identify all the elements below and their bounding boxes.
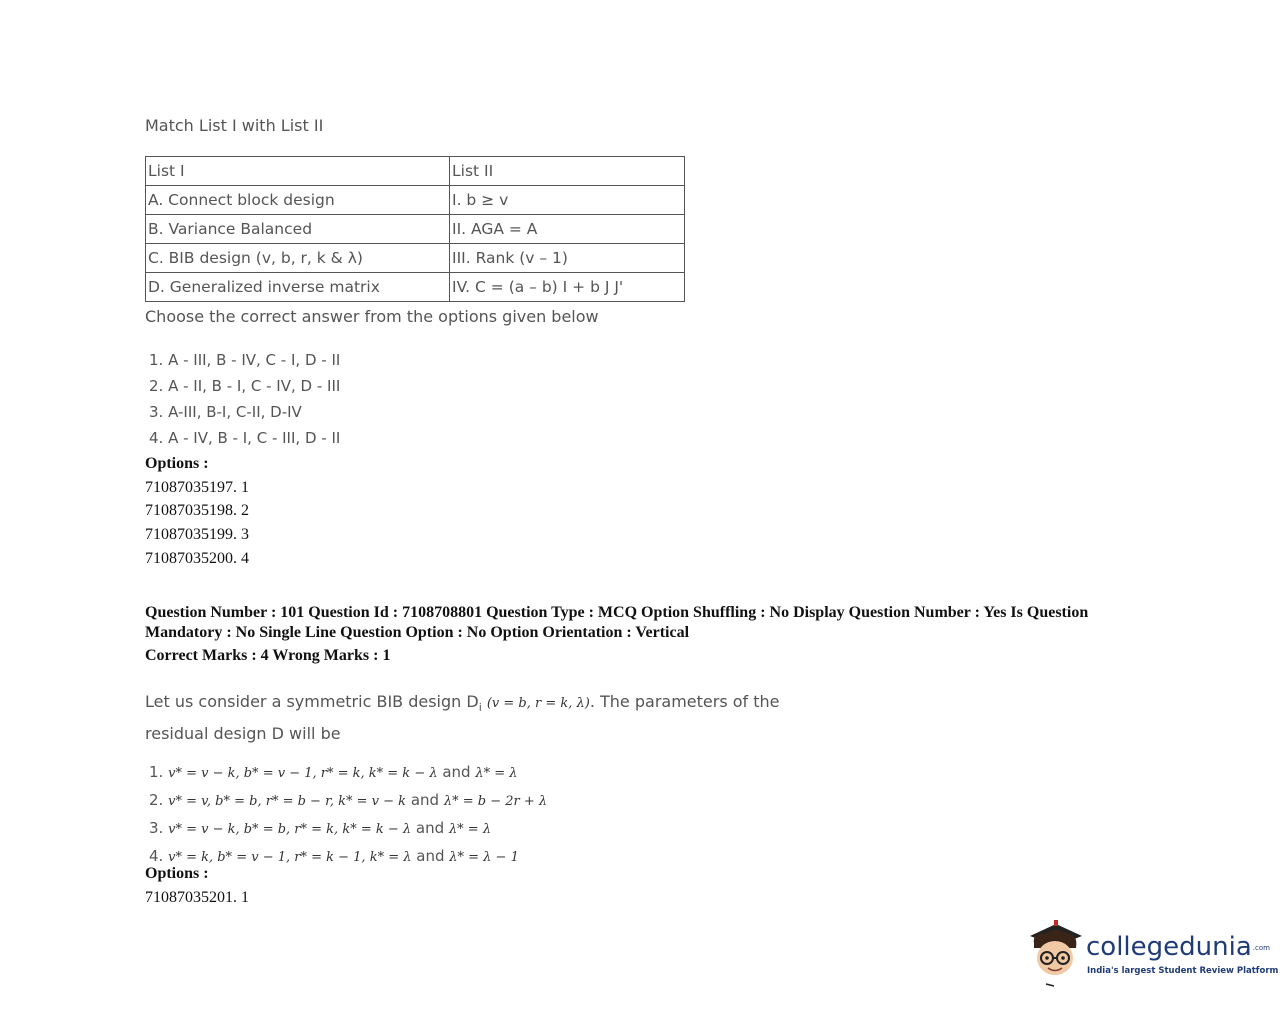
choice-number: 2. [149,791,164,809]
question-intro: Match List I with List II [145,116,324,135]
choice-expression: v* = v, b* = b, r* = b − r, k* = v − k [168,794,407,809]
q2-stem-subscript: i [478,701,482,715]
q2-choice-list [149,759,547,871]
q2-metadata: Question Number : 101 Question Id : 7108708801 Question Type : MCQ Option Shuffling : No Display Question Number : Yes Is Question Mandatory : No Single Line Question Option : No Option Orientation : Vertical [145,604,1089,641]
table-header-row [146,157,685,186]
list-item: 4. A - IV, B - I, C - III, D - II [149,429,341,447]
list-item: 3. A-III, B-I, C-II, D-IV [149,403,302,421]
choice-expression-tail: λ* = b − 2r + λ [443,794,548,809]
table-header-list1: List I [146,157,450,186]
table-cell: III. Rank (v – 1) [450,244,685,273]
choose-instruction: Choose the correct answer from the options given below [145,307,599,326]
choice-expression-tail: λ* = λ [448,822,492,837]
table-row [146,273,685,302]
q1-options-heading: Options : [145,455,209,472]
q1-option-id: 71087035199. 3 [145,526,249,543]
table-header-list2: List II [450,157,685,186]
logo-tagline: India's largest Student Review Platform [1087,966,1279,976]
q2-marks: Correct Marks : 4 Wrong Marks : 1 [145,647,391,664]
choice-number: 1. [149,763,164,781]
q1-option-id: 71087035200. 4 [145,550,249,567]
logo-wordmark: collegedunia.com [1086,932,1270,962]
q2-stem [145,689,845,747]
q2-stem-math: (v = b, r = k, λ) [486,696,590,711]
list-item: 2. A - II, B - I, C - IV, D - III [149,377,341,395]
table-cell: A. Connect block design [146,186,450,215]
choice-number: 3. [149,819,164,837]
list-item [149,787,547,815]
q2-options-heading: Options : [145,865,209,882]
choice-expression: v* = k, b* = v − 1, r* = k − 1, k* = λ [168,850,412,865]
table-cell: C. BIB design (v, b, r, k & λ) [146,244,450,273]
choice-number: 4. [149,847,164,865]
choice-expression-tail: λ* = λ − 1 [449,850,519,865]
mascot-logo-icon [1024,918,1088,988]
choice-and: and [442,763,471,781]
choice-expression: v* = v − k, b* = b, r* = k, k* = k − λ [168,822,412,837]
q1-option-id: 71087035198. 2 [145,502,249,519]
list-item [149,759,547,787]
table-row [146,244,685,273]
choice-expression-tail: λ* = λ [475,766,518,781]
list-item [149,843,547,871]
q2-option-id: 71087035201. 1 [145,889,249,906]
choice-and: and [410,791,440,809]
q2-stem-text-end: . The parameters of the residual design D will be [145,692,780,744]
q1-choice-list [149,347,340,451]
q1-option-id: 71087035197. 1 [145,479,249,496]
table-cell: B. Variance Balanced [146,215,450,244]
table-cell: I. b ≥ v [450,186,685,215]
table-row [146,186,685,215]
table-row [146,215,685,244]
choice-and: and [415,819,445,837]
table-cell: D. Generalized inverse matrix [146,273,450,302]
match-table [145,156,685,302]
table-cell: IV. C = (a – b) I + b J J' [450,273,685,302]
q2-stem-text: Let us consider a symmetric BIB design D [145,692,479,711]
table-cell: II. AGA = A [450,215,685,244]
list-item [149,815,547,843]
list-item: 1. A - III, B - IV, C - I, D - II [149,351,341,369]
choice-expression: v* = v − k, b* = v − 1, r* = k, k* = k − λ [168,766,438,781]
choice-and: and [416,847,445,865]
